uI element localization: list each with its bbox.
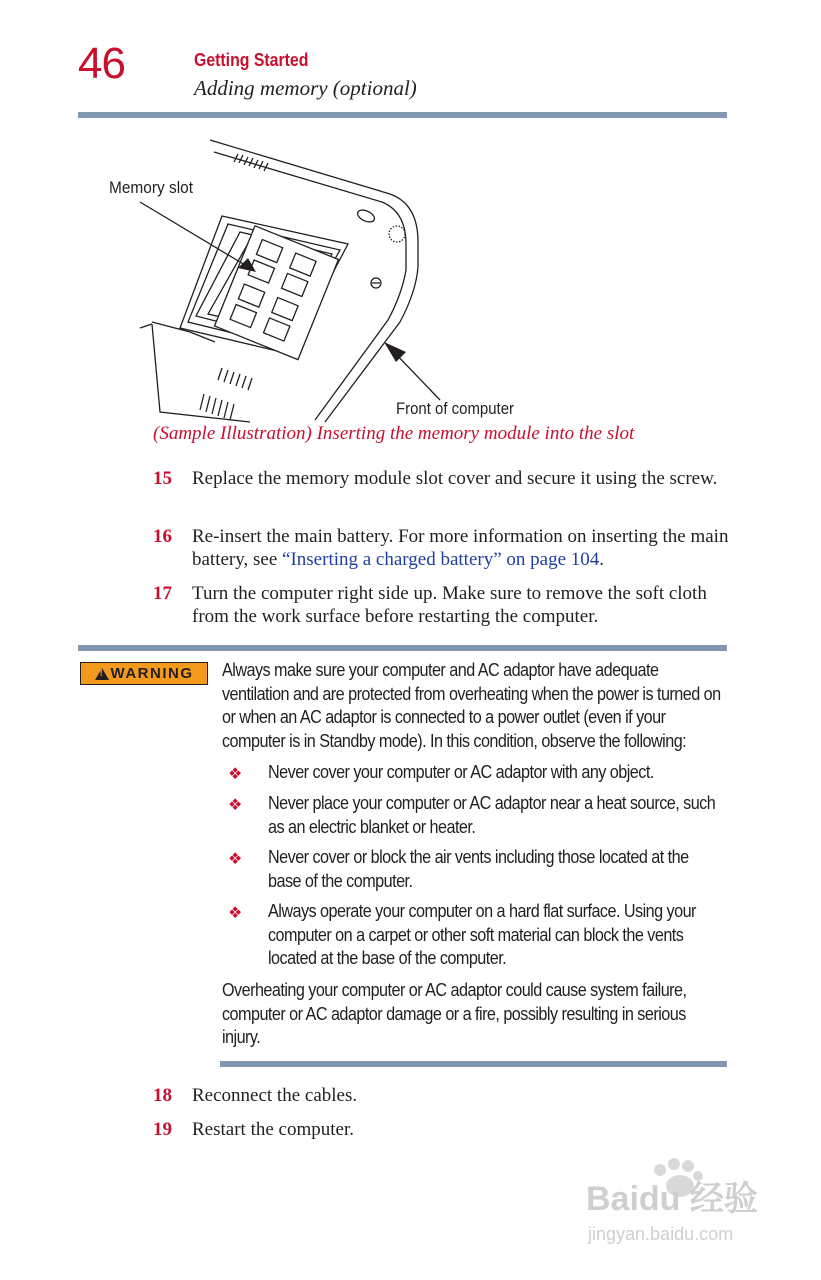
header-rule	[78, 112, 727, 118]
step-16	[153, 525, 733, 571]
section-title: Adding memory (optional)	[194, 76, 417, 100]
step-text: Replace the memory module slot cover and secure it using the screw.	[192, 468, 718, 489]
warning-intro: Always make sure your computer and AC adaptor have adequate ventilation and are protected from overheating when the power is turned on or when an AC adaptor is connected to a power outlet (even if your computer is in Standby mode). In this condition, observe the following:	[222, 660, 721, 751]
page-number: 46	[78, 39, 125, 88]
memory-slot-label: Memory slot	[109, 178, 194, 197]
step-number: 19	[153, 1119, 172, 1140]
warning-badge-label: WARNING	[110, 665, 194, 682]
warning-bullet: Never place your computer or AC adaptor near a heat source, such as an electric blanket or heater.	[268, 793, 716, 837]
step-text: Restart the computer.	[192, 1119, 354, 1140]
step-number: 17	[153, 583, 172, 604]
warning-bullet: Never cover your computer or AC adaptor with any object.	[268, 762, 654, 782]
step-text-part: .	[599, 549, 605, 570]
baidu-watermark	[582, 1150, 782, 1250]
step-text: Reconnect the cables.	[192, 1085, 358, 1106]
warning-closing: Overheating your computer or AC adaptor could cause system failure, computer or AC adaptor damage or a fire, possibly resulting in serious injury.	[222, 980, 687, 1047]
top-vents	[234, 154, 268, 171]
step-number: 18	[153, 1085, 172, 1106]
warning-bullet: Never cover or block the air vents including those located at the base of the computer.	[268, 847, 689, 891]
step-18	[153, 1084, 733, 1107]
step-15	[153, 467, 733, 490]
step-17	[153, 582, 733, 628]
bottom-vents	[200, 368, 252, 420]
warning-bottom-rule	[220, 1061, 727, 1067]
watermark-url: jingyan.baidu.com	[588, 1224, 734, 1244]
front-of-computer-label: Front of computer	[396, 399, 515, 418]
warning-badge	[80, 662, 208, 685]
warning-bullet: Always operate your computer on a hard flat surface. Using your computer on a carpet or other soft material can block the vents located at the base of the computer.	[268, 901, 696, 968]
step-number: 16	[153, 526, 172, 547]
warning-top-rule	[78, 645, 727, 651]
illustration-caption: (Sample Illustration) Inserting the memory module into the slot	[153, 423, 635, 444]
chapter-title: Getting Started	[194, 50, 309, 70]
step-19	[153, 1118, 733, 1141]
step-text	[192, 525, 733, 571]
bullet-icon: ❖	[228, 903, 243, 922]
step-text-part: Re-insert the main battery. For more information on inserting the main battery, see	[192, 526, 729, 570]
step-number: 15	[153, 468, 172, 489]
front-arrowhead	[384, 342, 406, 362]
warning-icon	[95, 668, 109, 680]
bullet-icon: ❖	[228, 795, 243, 814]
battery-page-link[interactable]: “Inserting a charged battery” on page 104	[282, 549, 600, 570]
bullet-icon: ❖	[228, 849, 243, 868]
watermark-brand: Baidu 经验	[586, 1180, 758, 1218]
step-text: Turn the computer right side up. Make sure to remove the soft cloth from the work surface before restarting the computer.	[192, 583, 707, 627]
memory-module-illustration	[100, 132, 530, 424]
bullet-icon: ❖	[228, 764, 243, 783]
